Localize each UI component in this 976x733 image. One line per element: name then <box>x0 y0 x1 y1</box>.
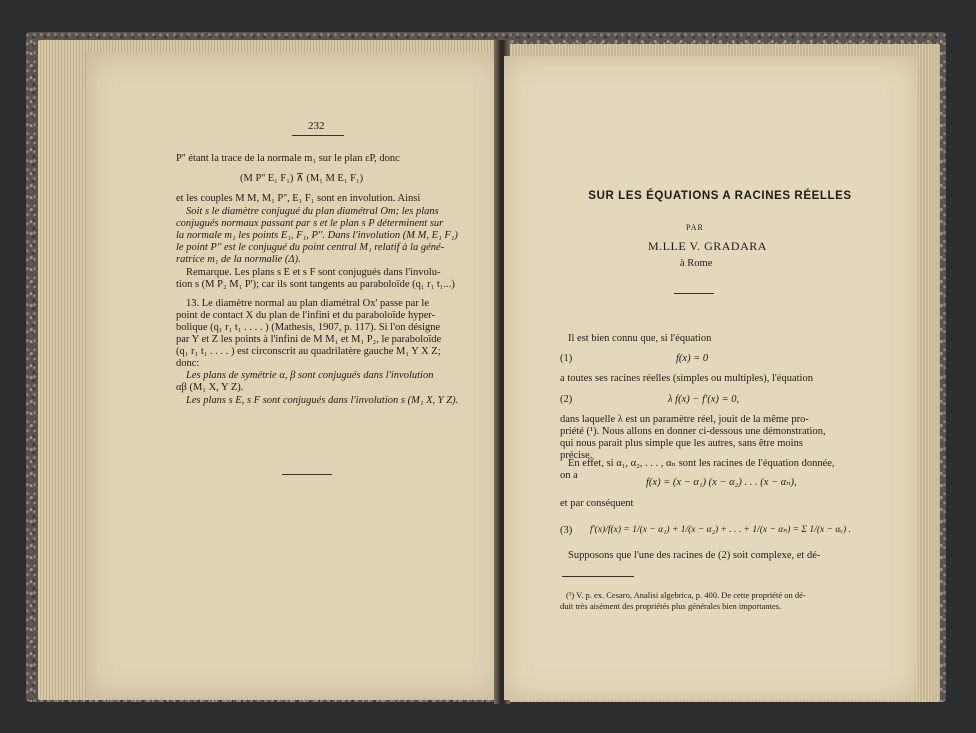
text-line: la normale m₁ les points E₁, F₁, P''. Dans l'involution (M M, E₁ F₁) <box>176 230 458 241</box>
text-line: En effet, si α₁, α₂, . . . , αₙ sont les racines de l'équation donnée, <box>568 458 835 469</box>
text-line: donc: <box>176 358 200 369</box>
footnote-line: (¹) V. p. ex. Cesaro, Analisi algebrica, p. 400. De cette propriété on dé- <box>566 590 806 600</box>
equation-number: (1) <box>560 353 573 364</box>
text-line: bolique (q₁ r₁ t₁ . . . . ) (Mathesis, 1907, p. 117). Si l'on désigne <box>176 322 441 333</box>
page-number: 232 <box>308 120 325 132</box>
text-line: Les plans s E, s F sont conjugués dans l'involution s (M₁ X, Y Z). <box>186 395 459 406</box>
text-line: 13. Le diamètre normal au plan diamétral Ox' passe par le <box>186 298 430 309</box>
equation-number: (3) <box>560 525 573 536</box>
author-name: M.LLE V. GRADARA <box>648 239 767 253</box>
text-line: par Y et Z les points à l'infini de M M₁ et M₁ P₂, le paraboloïde <box>176 334 442 345</box>
text-line: qui nous parait plus simple que les autres, sans être moins <box>560 438 803 449</box>
article-title: SUR LES ÉQUATIONS A RACINES RÉELLES <box>588 190 852 202</box>
equation: f(x) = (x − α₁) (x − α₂) . . . (x − αₙ), <box>646 477 797 488</box>
text-line: le point P'' est le conjugué du point central M₁ relatif à la géné- <box>176 242 445 253</box>
text-line: Supposons que l'une des racines de (2) soit complexe, et dé- <box>568 550 821 561</box>
author-place: à Rome <box>680 258 713 269</box>
equation: f(x) = 0 <box>676 353 709 364</box>
page-number-rule <box>292 135 344 136</box>
text-line: on a <box>560 470 578 481</box>
text-line: Il est bien connu que, si l'équation <box>568 333 712 344</box>
text-line: a toutes ses racines réelles (simples ou multiples), l'équation <box>560 373 813 384</box>
footnote-rule <box>562 576 634 577</box>
text-line: point de contact X du plan de l'infini et du paraboloïde hyper- <box>176 310 436 321</box>
footnote-line: duit très aisément des propriétés plus générales bien importantes. <box>560 601 782 611</box>
text-line: αβ (M₁ X, Y Z). <box>176 382 244 393</box>
text-line: et par conséquent <box>560 498 634 509</box>
text-line: (q₁ r₁ t₁ . . . . ) est circonscrit au quadrilatère gauche M₁ Y X Z; <box>176 346 441 357</box>
text-line: ratrice m₁ de la normalie (Δ). <box>176 254 301 265</box>
end-rule <box>282 474 332 475</box>
equation: f'(x)/f(x) = 1/(x − α₁) + 1/(x − α₂) + . . . + 1/(x − αₙ) = Σ 1/(x − αᵥ) . <box>590 525 851 535</box>
title-rule <box>674 293 714 294</box>
text-line: priété (¹). Nous allons en donner ci-dessous une démonstration, <box>560 426 826 437</box>
text-line: et les couples M M, M₁ P'', E₁ F₁ sont en involution. Ainsi <box>176 193 421 204</box>
text-line: Remarque. Les plans s E et s F sont conjugués dans l'involu- <box>186 267 441 278</box>
text-line: tion s (M P₂ M₁ P'); car ils sont tangents au paraboloïde (q₁ r₁ t₁...) <box>176 279 455 290</box>
text-line: Soit s le diamètre conjugué du plan diamétral Om; les plans <box>186 206 439 217</box>
text-line: précise. <box>560 450 593 461</box>
equation: (M P'' E₁ F₁) ⊼ (M₁ M E₁ F₁) <box>240 173 364 184</box>
text-line: P'' étant la trace de la normale m₁ sur le plan εP, donc <box>176 153 400 164</box>
text-line: dans laquelle λ est un paramètre réel, jouit de la même pro- <box>560 414 809 425</box>
text-line: conjugués normaux passant par s et le plan s P déterminent sur <box>176 218 444 229</box>
equation: λ f(x) − f'(x) = 0, <box>668 394 740 405</box>
equation-number: (2) <box>560 394 573 405</box>
par-label: PAR <box>686 223 704 232</box>
text-line: Les plans de symétrie α, β sont conjugués dans l'involution <box>186 370 434 381</box>
